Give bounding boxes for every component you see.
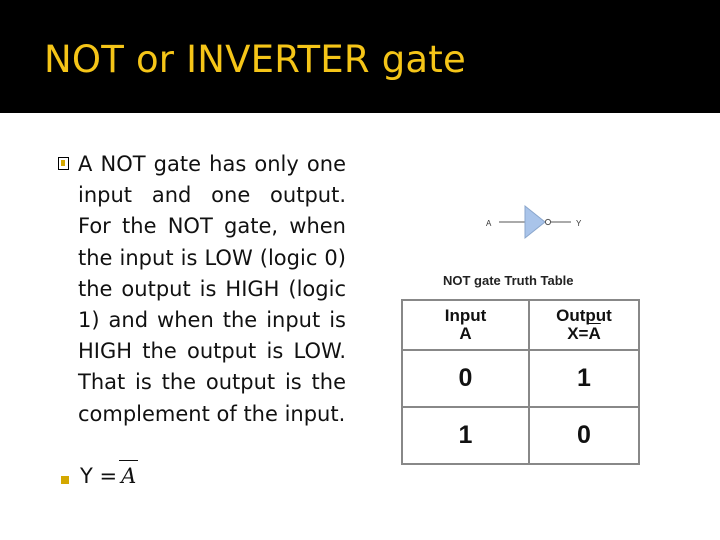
slide-title: NOT or INVERTER gate [44,38,466,81]
table-row [402,407,639,464]
bullet-marker [58,157,69,170]
header-output [529,300,639,350]
not-gate-triangle [525,206,545,238]
header-output-prefix: X= [567,324,589,343]
header-input-label: Input [444,306,487,325]
inversion-bubble [545,219,550,224]
table-header-row [402,300,639,350]
header-output-label: Output [556,306,612,325]
equation-variable-a-bar: A [121,464,137,488]
truth-table [401,299,640,465]
header-input [402,300,529,350]
gate-input-label: A [486,219,492,228]
bullet-paragraph: A NOT gate has only one input and one output. For the NOT gate, when the input is LOW (logic 0) the output is HIGH (logic 1) and when the input is HIGH the output is LOW. That is the output is the complement of the input. [78,152,346,426]
table-row [402,350,639,407]
header-output-var: $\overline{A}$ [588,324,601,343]
cell-input: 0 [402,350,529,407]
bullet-marker-square [61,476,69,484]
cell-output: 0 [529,407,639,464]
gate-output-label: Y [576,219,582,228]
header-input-var: A [459,324,472,343]
cell-output: 1 [529,350,639,407]
equation-lhs: Y = [80,464,118,488]
truth-table-caption: NOT gate Truth Table [443,273,574,288]
not-gate-diagram [485,200,585,240]
equation [80,464,136,488]
cell-input: 1 [402,407,529,464]
